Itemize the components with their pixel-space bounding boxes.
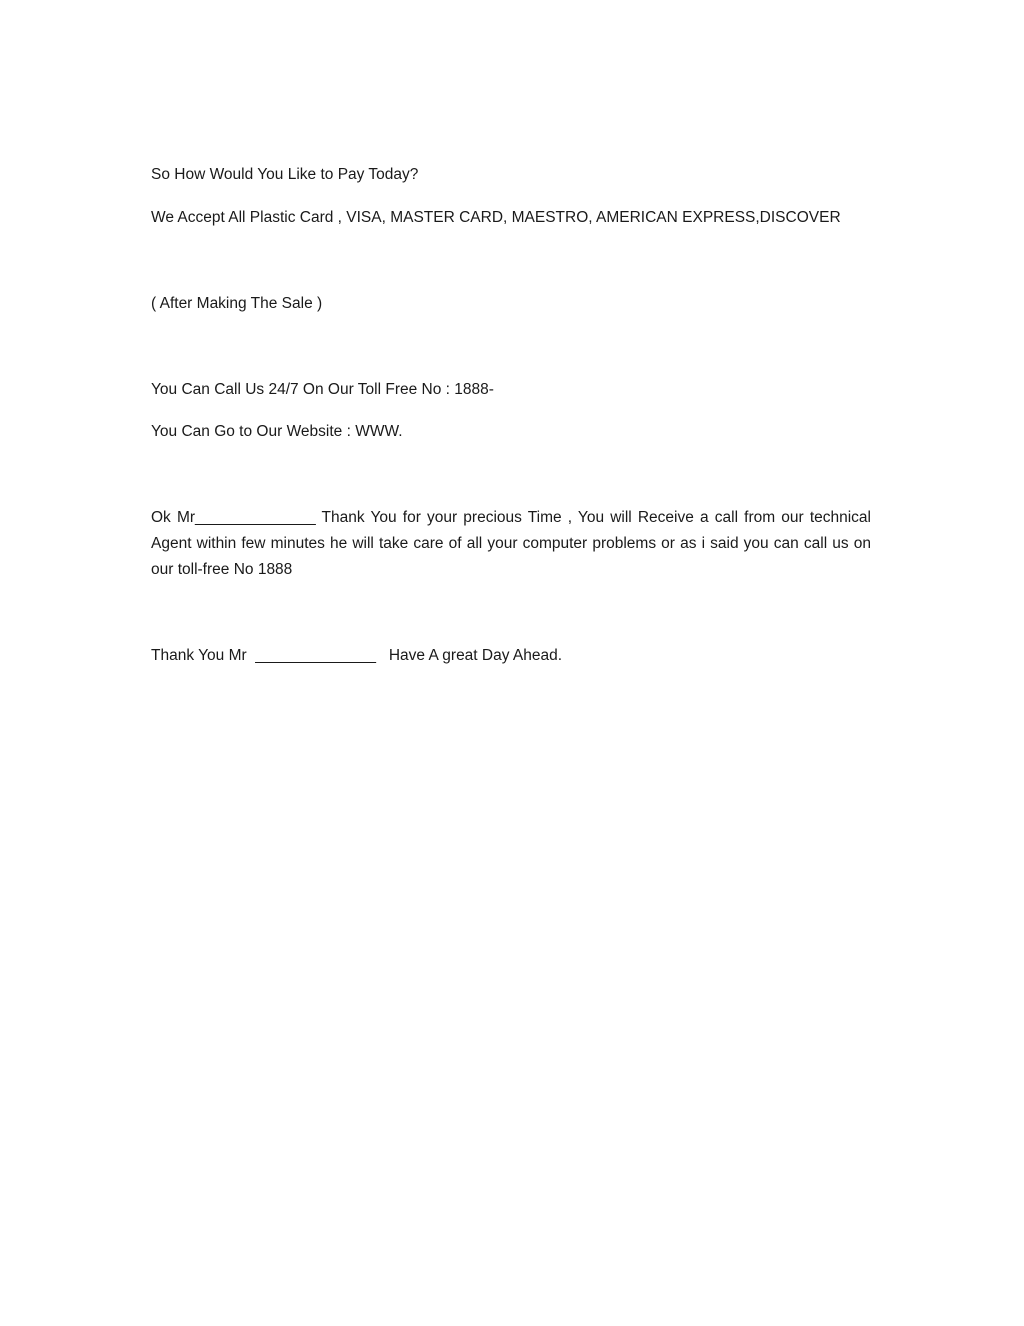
pay-question-text: So How Would You Like to Pay Today? bbox=[151, 166, 419, 183]
toll-free-text: You Can Call Us 24/7 On Our Toll Free No : 1888- bbox=[151, 381, 494, 398]
website-text: You Can Go to Our Website : WWW. bbox=[151, 423, 403, 440]
accepted-cards-text: We Accept All Plastic Card , VISA, MASTER CARD, MAESTRO, AMERICAN EXPRESS,DISCOVER bbox=[151, 209, 841, 226]
thank-you-text: Thank You Mr ______________ Have A great Day Ahead. bbox=[151, 647, 563, 664]
after-sale-note: ( After Making The Sale ) bbox=[151, 295, 323, 312]
closing-paragraph: Ok Mr______________ Thank You for your precious Time , You will Receive a call from our technical Agent within few minutes he will take care of all your computer problems or as i said you can call us on our toll-free No 1888 bbox=[151, 509, 871, 578]
